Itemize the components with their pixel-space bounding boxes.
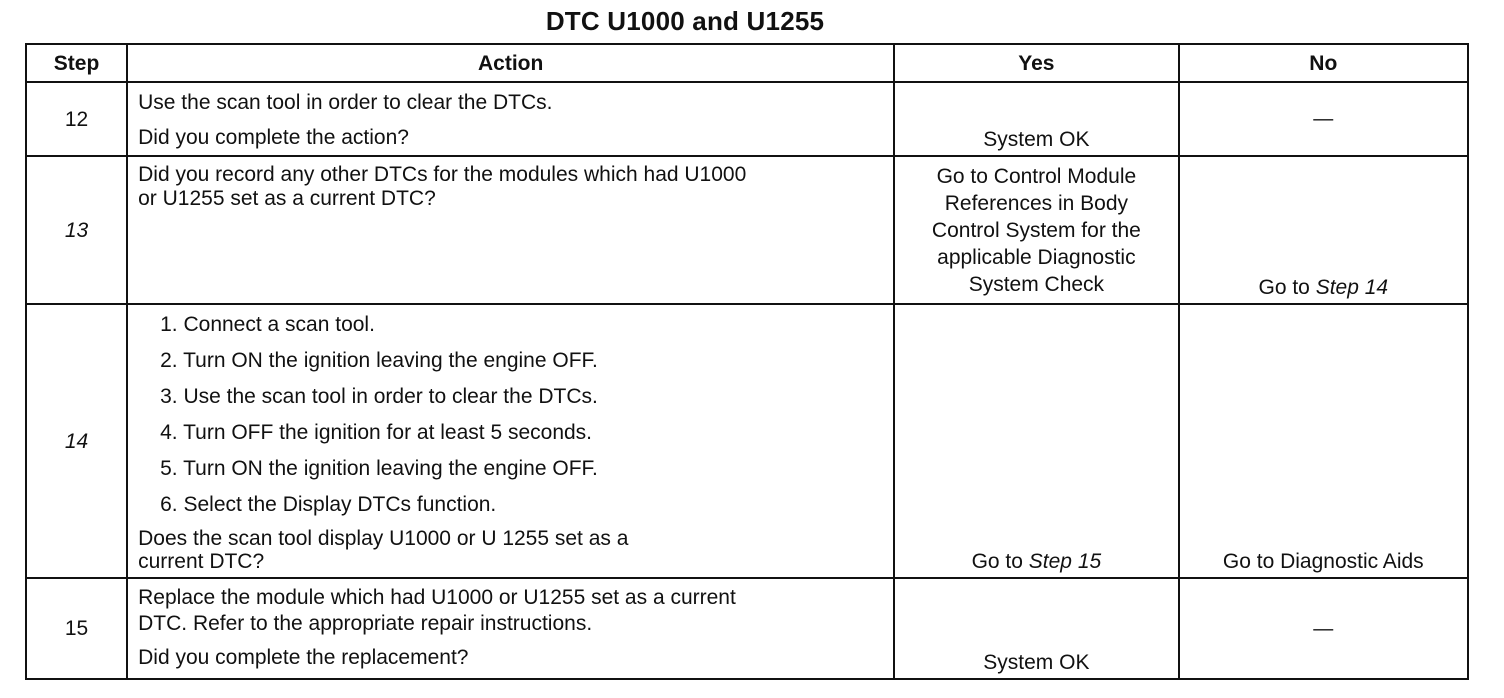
table-row-step-14 — [26, 304, 1468, 578]
header-step: Step — [26, 44, 127, 82]
step-number: 15 — [64, 617, 89, 640]
action-text-line-1: Replace the module which had U1000 or U1255 set as a current — [138, 586, 736, 609]
action-question-line-2: current DTC? — [138, 550, 265, 573]
action-cell — [127, 82, 894, 156]
step-number: 12 — [64, 107, 89, 131]
no-cell — [1179, 578, 1468, 679]
yes-cell — [894, 578, 1178, 679]
yes-cell — [894, 82, 1178, 156]
yes-result: System OK — [983, 128, 1090, 151]
yes-result — [895, 548, 1177, 577]
yes-result: System OK — [983, 651, 1090, 674]
page-title: DTC U1000 and U1255 — [545, 6, 825, 36]
list-item: 2. Turn ON the ignition leaving the engine OFF. — [160, 349, 598, 372]
action-text-line-2: DTC. Refer to the appropriate repair instructions. — [138, 612, 593, 635]
step-14-link[interactable]: Step 14 — [1315, 276, 1389, 299]
yes-result-line: System Check — [968, 273, 1105, 296]
yes-result-line: Control System for the — [931, 219, 1141, 242]
step-cell — [26, 156, 127, 304]
action-text-line-2: or U1255 set as a current DTC? — [138, 187, 436, 210]
step-15-link[interactable]: Step 15 — [1028, 550, 1102, 573]
action-question: Did you complete the action? — [138, 126, 409, 149]
list-item: 4. Turn OFF the ignition for at least 5 seconds. — [160, 421, 593, 444]
list-item: 5. Turn ON the ignition leaving the engine OFF. — [160, 457, 598, 480]
step-number: 13 — [64, 218, 89, 242]
yes-cell — [894, 304, 1178, 578]
action-text-line-1: Did you record any other DTCs for the modules which had U1000 — [138, 163, 747, 186]
diagnostic-table — [25, 43, 1469, 680]
yes-cell — [894, 156, 1178, 304]
action-question: Did you complete the replacement? — [138, 646, 469, 669]
list-item: 1. Connect a scan tool. — [160, 313, 375, 336]
list-item: 6. Select the Display DTCs function. — [160, 493, 497, 516]
action-cell — [127, 156, 894, 304]
step-cell — [26, 578, 127, 679]
step-number: 14 — [64, 429, 89, 453]
no-result — [1180, 274, 1467, 303]
yes-result-line: applicable Diagnostic — [937, 246, 1136, 269]
no-cell — [1179, 156, 1468, 304]
no-result: — — [1313, 617, 1334, 640]
action-question-line-1: Does the scan tool display U1000 or U 1255 set as a — [138, 527, 629, 550]
yes-result-line: Go to Control Module — [936, 165, 1137, 188]
action-cell — [127, 578, 894, 679]
table-row-step-13 — [26, 156, 1468, 304]
table-row-step-15 — [26, 578, 1468, 679]
header-yes: Yes — [894, 44, 1178, 82]
diagnostic-aids-link[interactable]: Go to Diagnostic Aids — [1222, 550, 1424, 573]
action-cell — [127, 304, 894, 578]
no-cell — [1179, 82, 1468, 156]
table-header-row — [26, 44, 1468, 82]
header-no: No — [1179, 44, 1468, 82]
step-cell — [26, 82, 127, 156]
procedure-list — [138, 311, 883, 518]
yes-result-prefix: Go to — [971, 550, 1029, 573]
no-cell — [1179, 304, 1468, 578]
step-cell — [26, 304, 127, 578]
no-result-prefix: Go to — [1258, 276, 1316, 299]
table-row-step-12 — [26, 82, 1468, 156]
list-item: 3. Use the scan tool in order to clear the DTCs. — [160, 385, 598, 408]
yes-result-line: References in Body — [944, 192, 1129, 215]
action-text: Use the scan tool in order to clear the DTCs. — [138, 91, 553, 114]
no-result: — — [1313, 108, 1334, 130]
header-action: Action — [127, 44, 894, 82]
